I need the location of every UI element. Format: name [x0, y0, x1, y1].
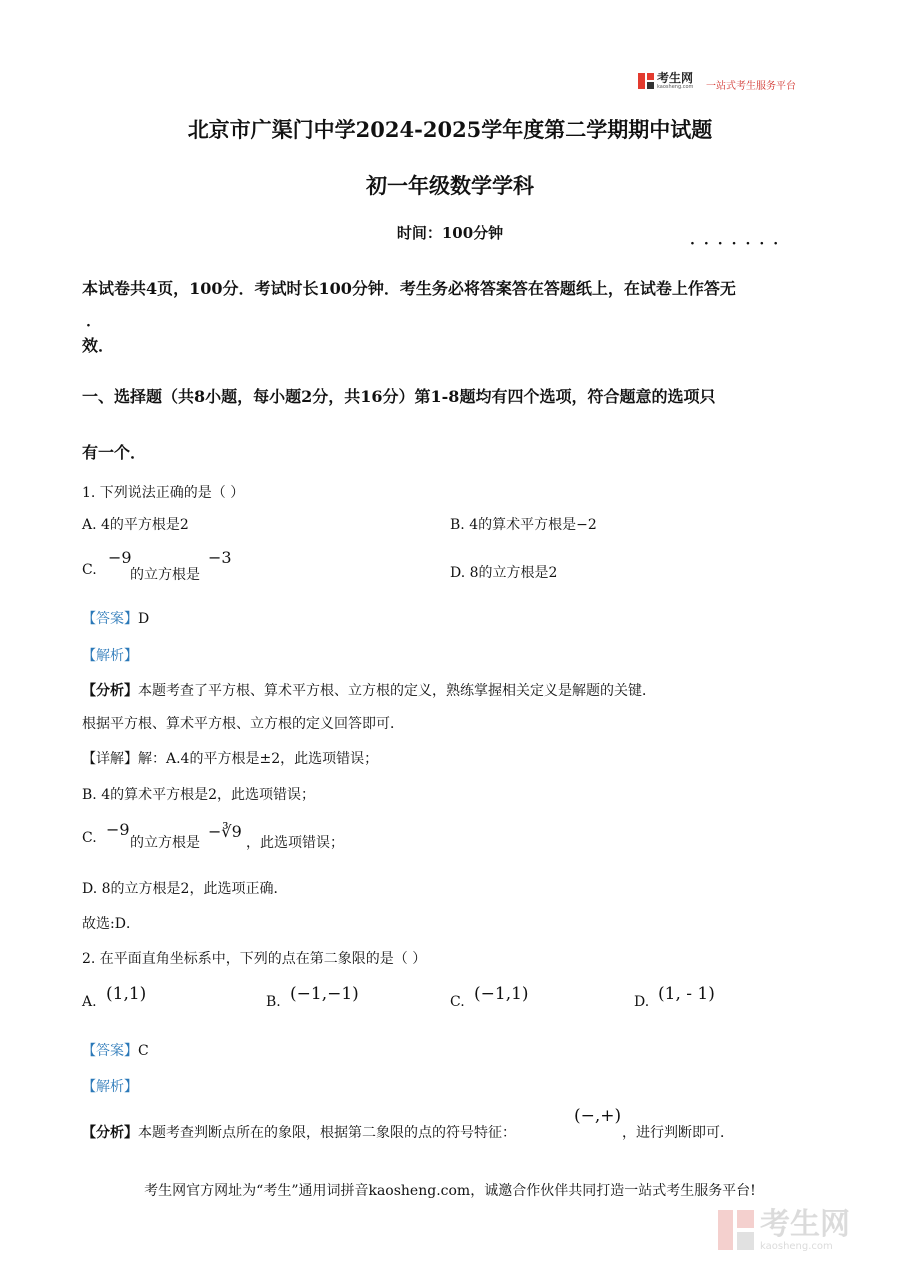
exam-subject: 初一年级数学学科 — [366, 173, 534, 198]
q1-detail-a: 【详解】解：A.4的平方根是±2，此选项错误； — [82, 751, 379, 767]
q1-option-a: A. 4的平方根是2 — [82, 517, 189, 533]
emphasis-dots: ······· — [690, 236, 788, 252]
watermark-text: 考生网 — [760, 1206, 850, 1242]
exam-title: 北京市广渠门中学2024-2025学年度第二学期期中试题 — [187, 117, 713, 142]
q1-detail-c-text: 的立方根是 — [130, 835, 200, 851]
q1-detail-c-root: −∛9 — [208, 822, 242, 841]
exam-time: 时间：100分钟 — [396, 224, 504, 242]
q1-option-c-text: 的立方根是 — [130, 567, 200, 583]
section-heading-line2: 有一个． — [82, 443, 147, 462]
q2-stem: 2. 在平面直角坐标系中，下列的点在第二象限的是（ ） — [82, 951, 427, 967]
q1-option-c-value: −3 — [208, 548, 232, 567]
q1-option-b: B. 4的算术平方根是−2 — [450, 517, 597, 533]
q2-option-a: (1,1) — [106, 984, 147, 1004]
watermark-url: kaosheng.com — [760, 1240, 833, 1252]
logo-text: 考生网 — [657, 71, 694, 85]
q1-detail-d: D. 8的立方根是2，此选项正确． — [82, 881, 288, 897]
q2-option-c-label: C. — [450, 994, 465, 1010]
q1-choose: 故选:D． — [82, 916, 140, 932]
q2-option-b: (−1,−1) — [290, 984, 359, 1004]
header-slogan: 一站式考生服务平台 — [706, 81, 796, 92]
q2-fenxi-end: ，进行判断即可． — [622, 1125, 734, 1141]
watermark-icon — [718, 1210, 754, 1250]
q2-option-b-label: B. — [266, 994, 281, 1010]
q2-fenxi: 【分析】本题考查判断点所在的象限，根据第二象限的点的符号特征： — [82, 1125, 516, 1141]
q1-detail-c-label: C. — [82, 830, 97, 846]
brand-logo — [638, 70, 702, 92]
q1-option-c-label: C. — [82, 562, 97, 578]
logo-icon — [638, 73, 654, 89]
instructions-line1: 本试卷共4页，100分．考试时长100分钟．考生务必将答案答在答题纸上，在试卷上作答无 — [82, 279, 736, 298]
q1-detail-c-number: −9 — [106, 820, 130, 839]
q1-detail-b: B. 4的算术平方根是2，此选项错误； — [82, 787, 316, 803]
q2-option-a-label: A. — [82, 994, 97, 1010]
footer-text: 考生网官方网址为“考生”通用词拼音kaosheng.com，诚邀合作伙伴共同打造一站式考生服务平台! — [144, 1183, 756, 1199]
q2-analysis-label: 【解析】 — [82, 1079, 138, 1095]
section-heading-line1: 一、选择题（共8小题，每小题2分，共16分）第1-8题均有四个选项，符合题意的选项只 — [82, 387, 716, 406]
emphasis-dot: · — [86, 318, 100, 334]
q1-analysis-label: 【解析】 — [82, 648, 138, 664]
q2-option-d-label: D. — [634, 994, 650, 1010]
q2-answer: 【答案】C — [82, 1043, 149, 1059]
q1-detail-c-end: ，此选项错误； — [246, 835, 344, 851]
watermark-logo — [718, 1205, 878, 1255]
q2-fenxi-sign: (−,+) — [574, 1106, 622, 1126]
q1-fenxi-2: 根据平方根、算术平方根、立方根的定义回答即可． — [82, 716, 404, 732]
q1-option-d: D. 8的立方根是2 — [450, 565, 558, 581]
logo-sub: kaosheng.com — [657, 84, 694, 90]
q2-option-d: (1, - 1) — [658, 984, 715, 1004]
q1-stem: 1. 下列说法正确的是（ ） — [82, 485, 245, 501]
q1-fenxi: 【分析】本题考查了平方根、算术平方根、立方根的定义，熟练掌握相关定义是解题的关键． — [82, 683, 656, 699]
q1-answer: 【答案】D — [82, 611, 150, 627]
q1-option-c-number: −9 — [108, 548, 132, 567]
instructions-line2: 效． — [82, 336, 115, 355]
q2-option-c: (−1,1) — [474, 984, 529, 1004]
